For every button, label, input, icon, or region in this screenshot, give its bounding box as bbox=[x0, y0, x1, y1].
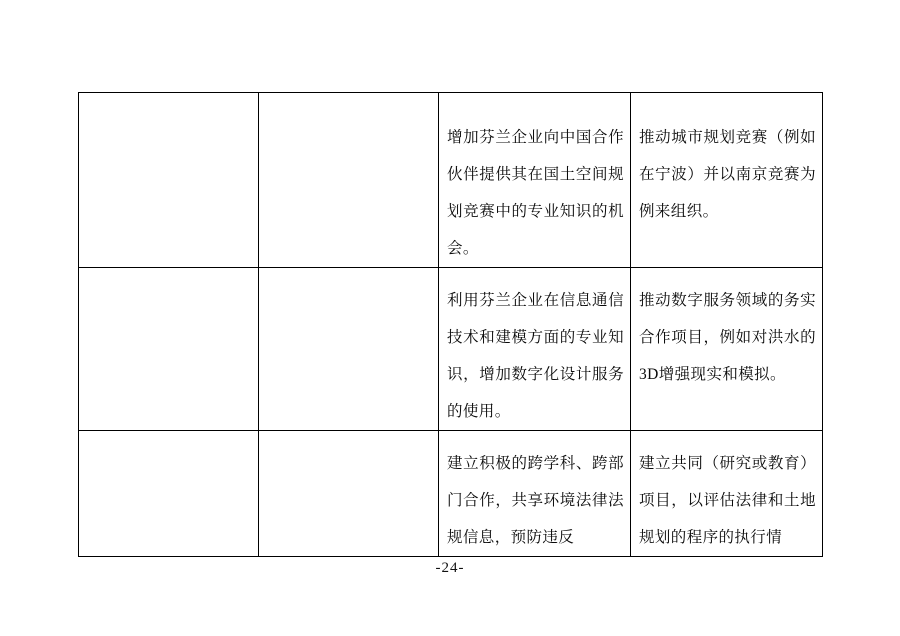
table-row bbox=[79, 431, 823, 557]
cell-text: 推动城市规划竞赛（例如在宁波）并以南京竞赛为例来组织。 bbox=[639, 129, 816, 220]
cell-text bbox=[79, 268, 258, 282]
table-cell-col-d bbox=[631, 268, 823, 431]
table-cell-col-d bbox=[631, 431, 823, 557]
cell-text: 增加芬兰企业向中国合作伙伴提供其在国土空间规划竞赛中的专业知识的机会。 bbox=[447, 129, 624, 257]
cell-text bbox=[259, 431, 438, 445]
cell-text: 建立积极的跨学科、跨部门合作，共享环境法律法规信息，预防违反 bbox=[447, 455, 624, 546]
table-row bbox=[79, 268, 823, 431]
table-cell-col-a bbox=[79, 93, 259, 268]
table-cell-col-c bbox=[439, 431, 631, 557]
page-number: -24- bbox=[435, 560, 465, 576]
table-row bbox=[79, 93, 823, 268]
cell-text: 建立共同（研究或教育）项目，以评估法律和土地规划的程序的执行情 bbox=[639, 455, 816, 546]
cell-text bbox=[259, 268, 438, 282]
cell-text: 利用芬兰企业在信息通信技术和建模方面的专业知识，增加数字化设计服务的使用。 bbox=[447, 292, 624, 420]
table-cell-col-c bbox=[439, 268, 631, 431]
content-table bbox=[78, 92, 823, 557]
table-cell-col-b bbox=[259, 93, 439, 268]
table-cell-col-a bbox=[79, 431, 259, 557]
cell-text bbox=[79, 93, 258, 119]
cell-text: 推动数字服务领域的务实合作项目，例如对洪水的3D增强现实和模拟。 bbox=[639, 292, 816, 383]
cell-text bbox=[259, 93, 438, 119]
table-cell-col-c bbox=[439, 93, 631, 268]
table-cell-col-b bbox=[259, 268, 439, 431]
cell-text bbox=[79, 431, 258, 445]
table-cell-col-b bbox=[259, 431, 439, 557]
table-cell-col-d bbox=[631, 93, 823, 268]
table-cell-col-a bbox=[79, 268, 259, 431]
